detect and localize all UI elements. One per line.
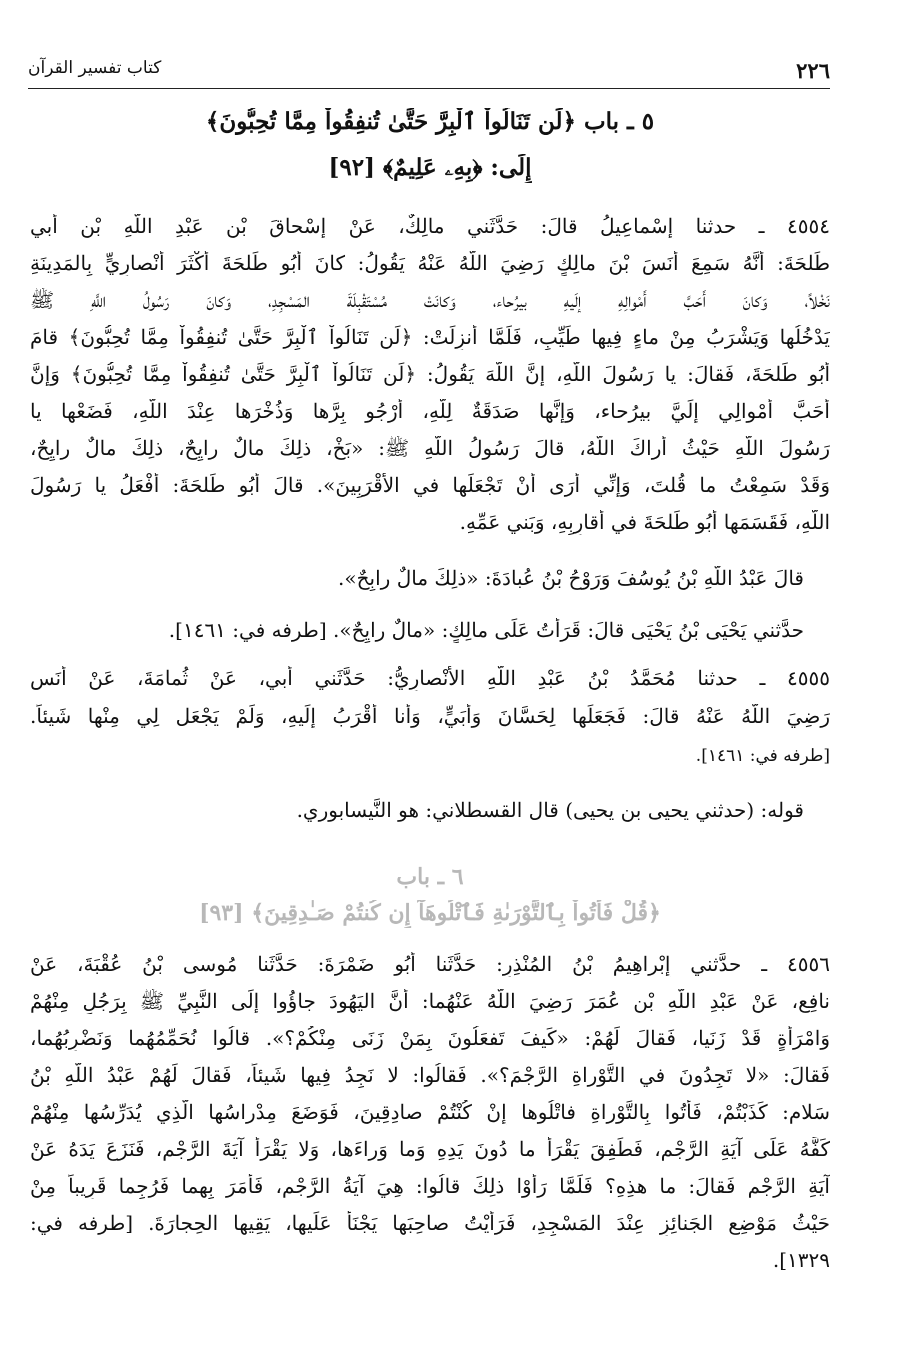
hadith-4554-line: أَحَبَّ أَمْوالِي إِلَيَّ بيرُحاء، وَإِنَّها صَدَقَةٌ لِلَّهِ، أَرْجُو بِرَّها وَذُخْرَها عِنْدَ اللَّهِ، فَضَعْها يا bbox=[30, 399, 830, 423]
hadith-4554-line: رَسُولَ اللَّهِ حَيْثُ أَراكَ اللَّهُ، قالَ رَسُولُ اللَّهِ ﷺ: «بَخْ، ذلِكَ مالٌ رايِحٌ، ذلِكَ مالٌ رايِحٌ، bbox=[30, 436, 830, 460]
hadith-4555-line: ٤٥٥٥ ـ حدثنا مُحَمَّدُ بْنُ عَبْدِ اللَّهِ الأَنْصارِيُّ: حَدَّثَني أَبي، عَنْ ثُمامَةَ، عَنْ أَنَسٍ bbox=[30, 666, 830, 690]
hadith-4554-line: طَلحَةَ: أَنَّهُ سَمِعَ أَنَسَ بْنَ مالِكٍ رَضِيَ اللَّهُ عَنْهُ يَقُولُ: كانَ أَبُو طَلحَةَ أَكْثَرَ أَنْصارِيٍّ بِالمَدِينَةِ bbox=[30, 251, 830, 275]
chapter-6-title-line-2: ﴿قُلْ فَأْتُواْ بِٱلتَّوْرَىٰةِ فَٱتْلُوهَآ إِن كُنتُمْ صَـٰدِقِينَ﴾ [٩٣] bbox=[199, 900, 661, 926]
page-header bbox=[28, 52, 830, 89]
hadith-4556-line: ٤٥٥٦ ـ حدَّثني إِبْراهِيمُ بْنُ المُنْذِرِ: حَدَّثَنا أَبُو ضَمْرَةَ: حَدَّثَنا مُوسى بْنُ عُقْبَةَ، عَنْ bbox=[30, 952, 830, 976]
hadith-4556-line: سَلامٍ: كَذَبْتُمْ، فَأْتُوا بِالتَّوْراةِ فاتْلُوها إِنْ كُنْتُمْ صادِقِينَ، فَوَضَعَ مِدْراسُها الَّذِي يُدَرِّسُها مِنْهُمْ bbox=[30, 1100, 830, 1124]
hadith-4556-line: حَيْثُ مَوْضِعِ الجَنائِزِ عِنْدَ المَسْجِدِ، فَرَأَيْتُ صاحِبَها يَجْنَأُ عَلَيها، يَقِيها الحِجارَةَ. [طرفه في: bbox=[30, 1211, 830, 1235]
page-number: ٢٢٦ bbox=[796, 58, 830, 83]
hadith-4556-line: نافِعٍ، عَنْ عَبْدِ اللَّهِ بْنِ عُمَرَ رَضِيَ اللَّهُ عَنْهُما: أَنَّ اليَهُودَ جاؤُوا إِلَى النَّبِيِّ ﷺ بِرَجُلٍ مِنْهُمْ bbox=[30, 989, 830, 1013]
hadith-4555-line: رَضِيَ اللَّهُ عَنْهُ قالَ: فَجَعَلَها لِحَسَّانَ وَأُبَيٍّ، وَأَنا أَقْرَبُ إِلَيهِ، وَلَمْ يَجْعَل لِي مِنْها شَيئاً. bbox=[30, 704, 830, 728]
hadith-4554-line: يَدْخُلُها وَيَشْرَبُ مِنْ ماءٍ فِيها طَيِّبٍ، فَلَمَّا أُنزِلَتْ: ﴿لَن تَنَالُواْ ٱلْبِرَّ حَتَّىٰ تُنفِقُواْ مِمَّا تُحِبُّونَ﴾ قامَ bbox=[30, 325, 830, 349]
hadith-4556-line: وَامْرَأَةٍ قَدْ زَنَيا، فَقالَ لَهُمْ: «كَيفَ تَفعَلُونَ بِمَنْ زَنَى مِنْكُمْ؟». قالُوا نُحَمِّمُهُما وَنَضْرِبُهُما، bbox=[30, 1026, 830, 1050]
hadith-4554-line: نَخْلاً، وَكانَ أَحَبَّ أَمْوالِهِ إِلَيهِ بيرُحاء، وَكانَتْ مُسْتَقْبِلَةَ المَسْجِدِ، وَكانَ رَسُولُ اللَّهِ ﷺ bbox=[30, 288, 830, 312]
chapter-5-title-line-1: ٥ ـ باب ﴿لَن تَنَالُواْ ٱلْبِرَّ حَتَّىٰ تُنفِقُواْ مِمَّا تُحِبُّونَ﴾ bbox=[205, 108, 655, 135]
chapter-6-title-line-1: ٦ ـ باب bbox=[396, 864, 464, 890]
hadith-4556-line: ١٣٢٩]. bbox=[772, 1248, 830, 1272]
hadith-4555-tarf: [طرفه في: ١٤٦١]. bbox=[695, 746, 830, 766]
book-title: كتاب تفسير القرآن bbox=[28, 58, 162, 78]
hadith-4554-line: وَقَدْ سَمِعْتُ ما قُلتَ، وَإِنِّي أَرَى أَنْ تَجْعَلَها في الأَقْرَبِينَ». قالَ أَبُو طَلحَةَ: أَفْعَلُ يا رَسُولَ bbox=[30, 473, 830, 497]
hadith-4554-note-1: قالَ عَبْدُ اللَّهِ بْنُ يُوسُفَ وَرَوْحُ بْنُ عُبادَةَ: «ذلِكَ مالٌ رابِحٌ». bbox=[338, 566, 804, 590]
hadith-4555-commentary: قوله: (حدثني يحيى بن يحيى) قال القسطلاني: هو النَّيسابوري. bbox=[296, 798, 804, 822]
hadith-4556-line: فَقالَ: «لا تَجِدُونَ في التَّوْراةِ الرَّجْمَ؟». فَقالُوا: لا نَجِدُ فِيها شَيئاً، فَقالَ لَهُمْ عَبْدُ اللَّهِ بْنُ bbox=[30, 1063, 830, 1087]
hadith-4554-note-2: حدَّثني يَحْيَى بْنُ يَحْيَى قالَ: قَرَأْتُ عَلَى مالِكٍ: «مالٌ رايِحٌ». [طرفه في: ١٤٦١]. bbox=[168, 618, 804, 642]
hadith-4556-line: آيَةِ الرَّجْمِ فَقالَ: ما هذِهِ؟ فَلَمَّا رَأَوْا ذلِكَ قالُوا: هِيَ آيَةُ الرَّجْمِ، فَأَمَرَ بِهِما فَرُجِما قَرِيباً مِنْ bbox=[30, 1174, 830, 1198]
hadith-4554-line: ٤٥٥٤ ـ حدثنا إِسْماعِيلُ قالَ: حَدَّثَني مالِكٌ، عَنْ إِسْحاقَ بْنِ عَبْدِ اللَّهِ بْنِ أَبي bbox=[30, 214, 830, 238]
hadith-4556-line: كَفَّهُ عَلَى آيَةِ الرَّجْمِ، فَطَفِقَ يَقْرَأُ ما دُونَ يَدِهِ وَما وَراءَها، وَلا يَقْرَأُ آيَةَ الرَّجْمِ، فَنَزَعَ يَدَهُ عَنْ bbox=[30, 1137, 830, 1161]
hadith-4554-line: اللَّهِ، فَقَسَمَها أَبُو طَلحَةَ في أَقارِبِهِ، وَبَني عَمِّهِ. bbox=[459, 510, 830, 534]
chapter-5-title-line-2: إِلَى: ﴿بِهِۦ عَلِيمٌ﴾ [٩٢] bbox=[328, 154, 532, 181]
hadith-4554-line: أَبُو طَلحَةَ، فَقالَ: يا رَسُولَ اللَّهِ، إِنَّ اللَّهَ يَقُولُ: ﴿لَن تَنَالُواْ ٱلْبِرَّ حَتَّىٰ تُنفِقُواْ مِمَّا تُحِبُّونَ﴾ وَإِنَّ bbox=[30, 362, 830, 386]
